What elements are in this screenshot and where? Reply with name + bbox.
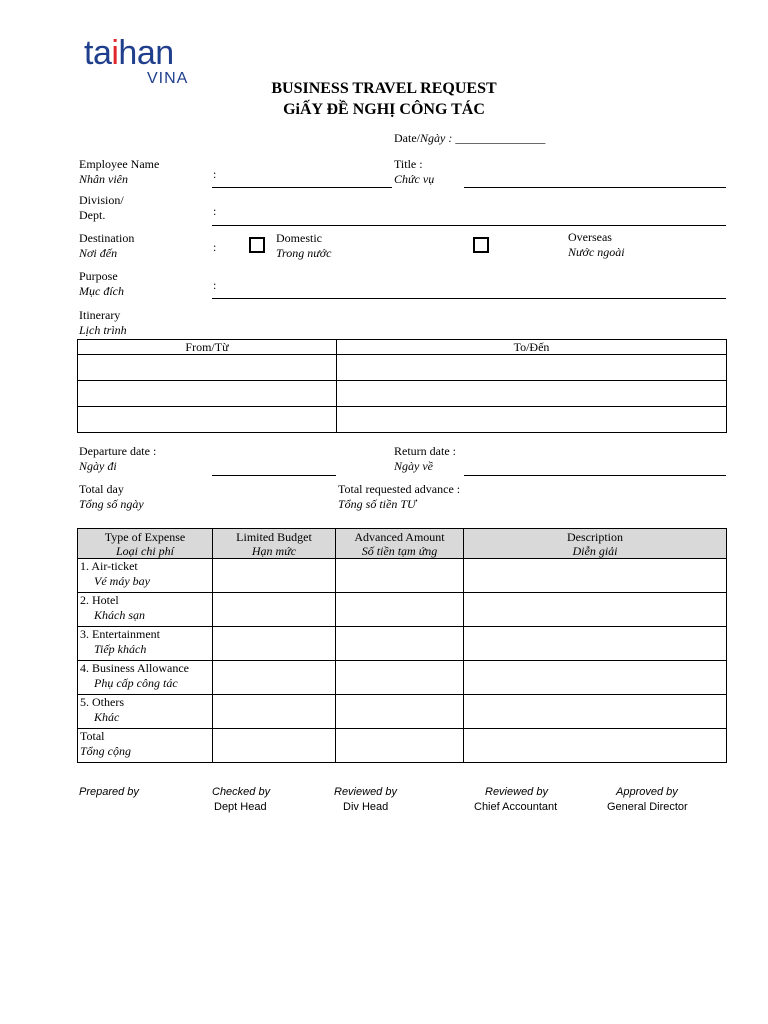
signature-name: General Director — [607, 801, 688, 813]
expense-budget-cell[interactable] — [213, 695, 336, 729]
overseas-label: Overseas Nước ngoài — [568, 230, 625, 259]
logo-wordmark: taihan — [84, 34, 174, 72]
form-title-vi: GiẤY ĐỀ NGHỊ CÔNG TÁC — [283, 101, 485, 118]
expense-total-cell: Total Tổng cộng — [78, 729, 213, 763]
colon: : — [213, 167, 217, 181]
expense-type-cell: 2. Hotel Khách sạn — [78, 593, 213, 627]
expense-budget-cell[interactable] — [213, 661, 336, 695]
expense-budget-cell[interactable] — [213, 559, 336, 593]
return-date-field[interactable] — [464, 475, 726, 476]
departure-date-label: Departure date : Ngày đi — [79, 444, 157, 473]
expense-header-description: Description Diễn giải — [464, 529, 727, 559]
signature-role: Prepared by — [79, 786, 139, 798]
logo-subtitle: VINA — [147, 70, 189, 87]
date-field[interactable]: _______________ — [455, 131, 546, 145]
expense-description-cell[interactable] — [464, 695, 727, 729]
itinerary-header-to: To/Đến — [337, 340, 727, 355]
expense-description-cell[interactable] — [464, 593, 727, 627]
expense-advance-cell[interactable] — [336, 627, 464, 661]
expense-header-type: Type of Expense Loại chi phí — [78, 529, 213, 559]
domestic-checkbox[interactable] — [249, 237, 265, 253]
signature-role: Approved by — [616, 786, 678, 798]
division-field[interactable] — [212, 225, 726, 226]
expense-advance-cell[interactable] — [336, 559, 464, 593]
employee-name-field[interactable] — [212, 187, 392, 188]
itinerary-cell[interactable] — [337, 407, 727, 433]
company-logo — [84, 36, 174, 70]
expense-type-cell: 4. Business Allowance Phụ cấp công tác — [78, 661, 213, 695]
expense-advance-cell[interactable] — [336, 695, 464, 729]
expense-type-cell: 1. Air-ticket Vé máy bay — [78, 559, 213, 593]
itinerary-cell[interactable] — [337, 381, 727, 407]
overseas-checkbox[interactable] — [473, 237, 489, 253]
departure-date-field[interactable] — [212, 475, 336, 476]
signature-name: Div Head — [343, 801, 389, 813]
destination-label: Destination Nơi đến — [79, 231, 135, 260]
expense-budget-total[interactable] — [213, 729, 336, 763]
colon: : — [213, 240, 217, 254]
itinerary-cell[interactable] — [78, 407, 337, 433]
date-label: Date/Ngày : _______________ — [394, 131, 546, 145]
expense-budget-cell[interactable] — [213, 627, 336, 661]
form-title-en: BUSINESS TRAVEL REQUEST — [271, 80, 497, 97]
expense-advance-cell[interactable] — [336, 661, 464, 695]
total-advance-label: Total requested advance : Tổng số tiền TƯ — [338, 482, 461, 511]
signature-role: Checked by — [212, 786, 271, 798]
itinerary-cell[interactable] — [78, 355, 337, 381]
expense-header-advance: Advanced Amount Số tiền tạm ứng — [336, 529, 464, 559]
expense-description-cell[interactable] — [464, 559, 727, 593]
itinerary-table — [77, 339, 727, 433]
purpose-field[interactable] — [212, 298, 726, 299]
title-field[interactable] — [464, 187, 726, 188]
return-date-label: Return date : Ngày về — [394, 444, 456, 473]
expense-description-cell[interactable] — [464, 627, 727, 661]
expense-budget-cell[interactable] — [213, 593, 336, 627]
signature-role: Reviewed by — [485, 786, 548, 798]
domestic-label: Domestic Trong nước — [276, 231, 332, 260]
total-day-label: Total day Tổng số ngày — [79, 482, 144, 511]
expense-header-budget: Limited Budget Hạn mức — [213, 529, 336, 559]
itinerary-cell[interactable] — [337, 355, 727, 381]
division-label: Division/ Dept. — [79, 193, 124, 222]
signature-role: Reviewed by — [334, 786, 397, 798]
expense-advance-total[interactable] — [336, 729, 464, 763]
itinerary-label: Itinerary Lịch trình — [79, 308, 127, 337]
title-label: Title : Chức vụ — [394, 157, 435, 186]
expense-advance-cell[interactable] — [336, 593, 464, 627]
itinerary-header-from: From/Từ — [78, 340, 337, 355]
expense-description-cell[interactable] — [464, 661, 727, 695]
colon: : — [213, 278, 217, 292]
expense-type-cell: 5. Others Khác — [78, 695, 213, 729]
signature-name: Dept Head — [214, 801, 267, 813]
purpose-label: Purpose Mục đích — [79, 269, 124, 298]
expense-type-cell: 3. Entertainment Tiếp khách — [78, 627, 213, 661]
signature-name: Chief Accountant — [474, 801, 558, 813]
employee-name-label: Employee Name Nhân viên — [79, 157, 160, 186]
expense-table — [77, 528, 727, 763]
colon: : — [213, 204, 217, 218]
itinerary-cell[interactable] — [78, 381, 337, 407]
expense-description-total[interactable] — [464, 729, 727, 763]
